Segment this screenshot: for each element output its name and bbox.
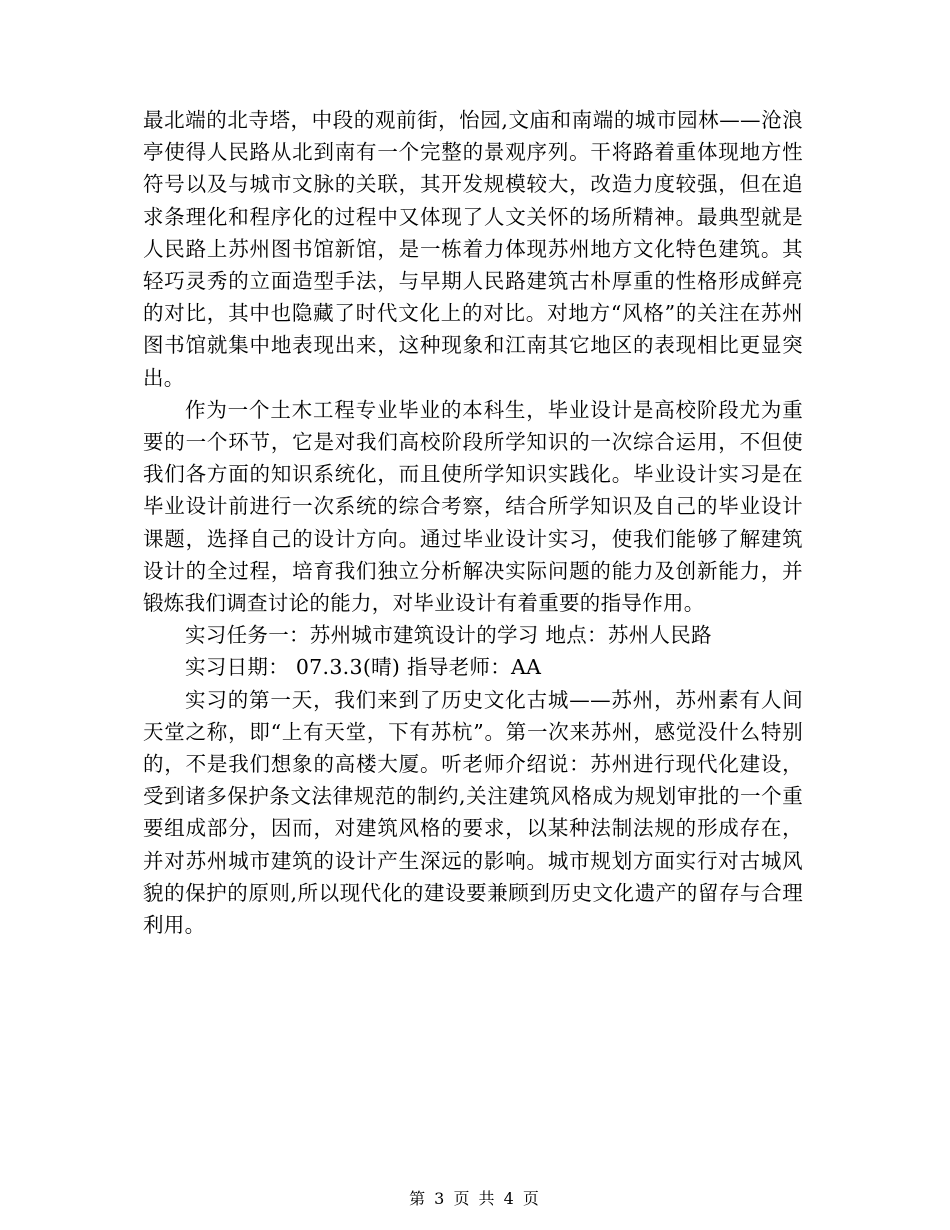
paragraph-first-day: 实习的第一天，我们来到了历史文化古城——苏州，苏州素有人间天堂之称，即“上有天堂，下有苏杭”。第一次来苏州，感觉没什么特别的，不是我们想象的高楼大厦。听老师介绍说：苏州进行现代化建设，受到诸多保护条文法律规范的制约,关注建筑风格成为规划审批的一个重要组成部分，因而，对建筑风格的要求，以某种法制法规的形成存在，并对苏州城市建筑的设计产生深远的影响。城市规划方面实行对古城风貌的保护的原则,所以现代化的建设要兼顾到历史文化遗产的留存与合理利用。 bbox=[143, 687, 803, 938]
page-number-footer: 第 3 页 共 4 页 bbox=[409, 1189, 541, 1208]
paragraph-internship-task: 实习任务一：苏州城市建筑设计的学习 地点：苏州人民路 bbox=[185, 623, 712, 648]
paragraph-landscape-sequence: 最北端的北寺塔，中段的观前街，怡园,文庙和南端的城市园林——沧浪亭使得人民路从北到南有一个完整的景观序列。干将路着重体现地方性符号以及与城市文脉的关联，其开发规模较大，改造力度较强，但在追求条理化和程序化的过程中又体现了人文关怀的场所精神。最典型就是人民路上苏州图书馆新馆，是一栋着力体现苏州地方文化特色建筑。其轻巧灵秀的立面造型手法，与早期人民路建筑古朴厚重的性格形成鲜亮的对比，其中也隐藏了时代文化上的对比。对地方“风格”的关注在苏州图书馆就集中地表现出来，这种现象和江南其它地区的表现相比更显突出。 bbox=[143, 108, 803, 390]
paragraph-graduation-design: 作为一个土木工程专业毕业的本科生，毕业设计是高校阶段尤为重要的一个环节，它是对我们高校阶段所学知识的一次综合运用，不但使我们各方面的知识系统化，而且使所学知识实践化。毕业设计实习是在毕业设计前进行一次系统的综合考察，结合所学知识及自己的毕业设计课题，选择自己的设计方向。通过毕业设计实习，使我们能够了解建筑设计的全过程，培育我们独立分析解决实际问题的能力及创新能力，并锻炼我们调查讨论的能力，对毕业设计有着重要的指导作用。 bbox=[143, 397, 803, 616]
paragraph-internship-date: 实习日期： 07.3.3(晴) 指导老师：AA bbox=[185, 655, 542, 680]
document-body bbox=[143, 104, 803, 941]
